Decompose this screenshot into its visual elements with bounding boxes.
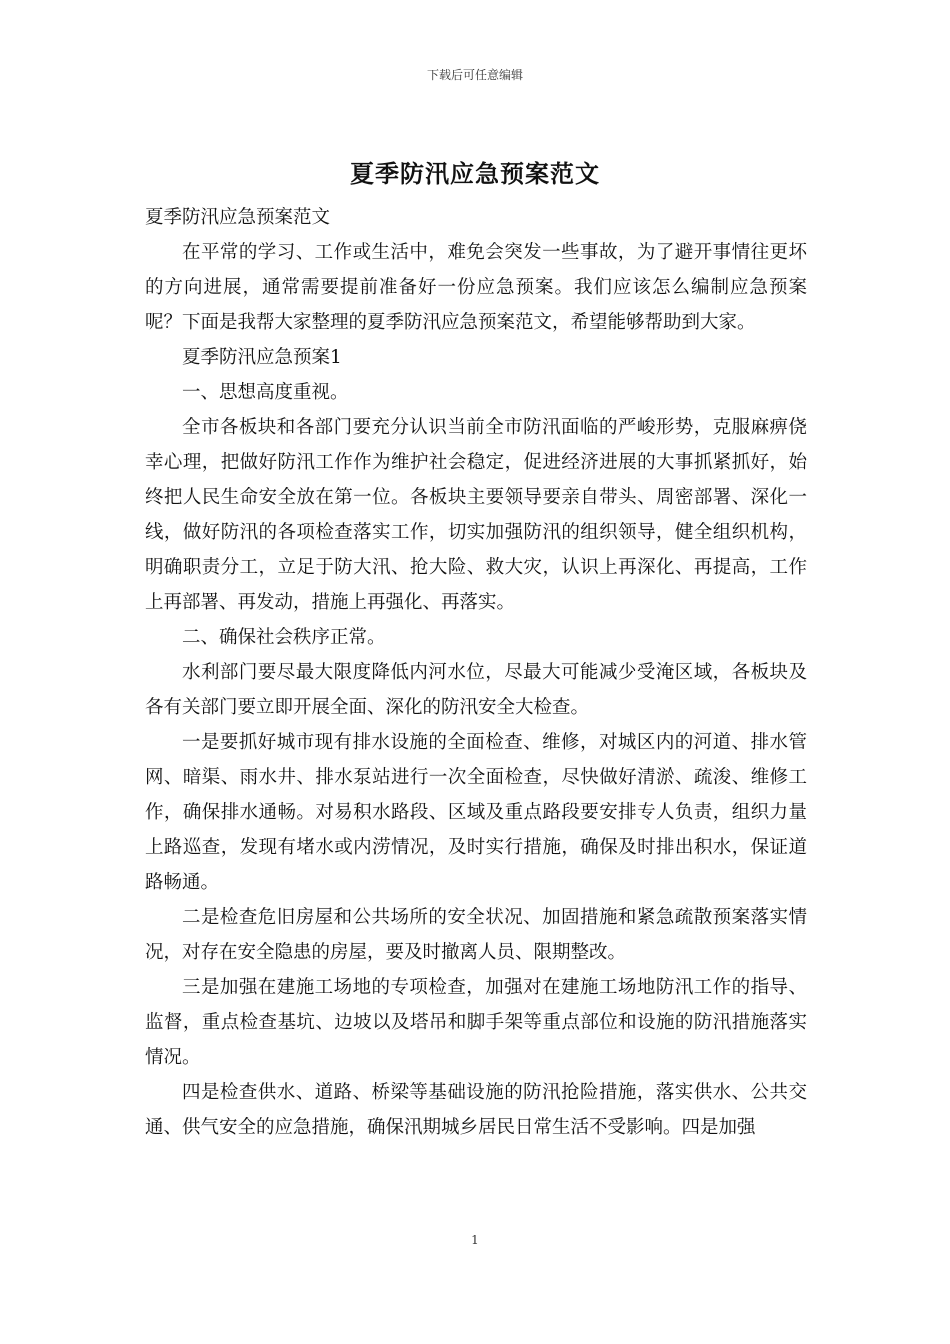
paragraph: 夏季防汛应急预案范文	[145, 207, 331, 228]
document-body	[145, 200, 807, 1145]
document-title: 夏季防汛应急预案范文	[350, 159, 600, 188]
paragraph: 全市各板块和各部门要充分认识当前全市防汛面临的严峻形势，克服麻痹侥幸心理，把做好防汛工作作为维护社会稳定，促进经济进展的大事抓紧抓好，始终把人民生命安全放在第一位。各板块主要领导要亲自带头、周密部署、深化一线，做好防汛的各项检查落实工作，切实加强防汛的组织领导，健全组织机构，明确职责分工，立足于防大汛、抢大险、救大灾，认识上再深化、再提高，工作上再部署、再发动，措施上再强化、再落实。	[145, 417, 807, 613]
paragraph: 三是加强在建施工场地的专项检查，加强对在建施工场地防汛工作的指导、监督，重点检查基坑、边坡以及塔吊和脚手架等重点部位和设施的防汛措施落实情况。	[145, 977, 807, 1068]
paragraph: 二是检查危旧房屋和公共场所的安全状况、加固措施和紧急疏散预案落实情况，对存在安全隐患的房屋，要及时撤离人员、限期整改。	[145, 907, 807, 963]
paragraph: 一、思想高度重视。	[182, 382, 349, 403]
page-header: 下载后可任意编辑	[426, 68, 523, 82]
paragraph: 水利部门要尽最大限度降低内河水位，尽最大可能减少受淹区域，各板块及各有关部门要立即开展全面、深化的防汛安全大检查。	[145, 662, 807, 718]
paragraph: 四是检查供水、道路、桥梁等基础设施的防汛抢险措施，落实供水、公共交通、供气安全的应急措施，确保汛期城乡居民日常生活不受影响。四是加强	[145, 1082, 807, 1138]
paragraph: 一是要抓好城市现有排水设施的全面检查、维修，对城区内的河道、排水管网、暗渠、雨水井、排水泵站进行一次全面检查，尽快做好清淤、疏浚、维修工作，确保排水通畅。对易积水路段、区域及重点路段要安排专人负责，组织力量上路巡查，发现有堵水或内涝情况，及时实行措施，确保及时排出积水，保证道路畅通。	[145, 732, 807, 893]
paragraph: 在平常的学习、工作或生活中，难免会突发一些事故，为了避开事情往更坏的方向进展，通常需要提前准备好一份应急预案。我们应该怎么编制应急预案呢？下面是我帮大家整理的夏季防汛应急预案范文，希望能够帮助到大家。	[145, 242, 807, 333]
paragraph: 二、确保社会秩序正常。	[182, 627, 386, 648]
paragraph: 夏季防汛应急预案1	[182, 347, 342, 368]
page-number: 1	[471, 1233, 479, 1247]
